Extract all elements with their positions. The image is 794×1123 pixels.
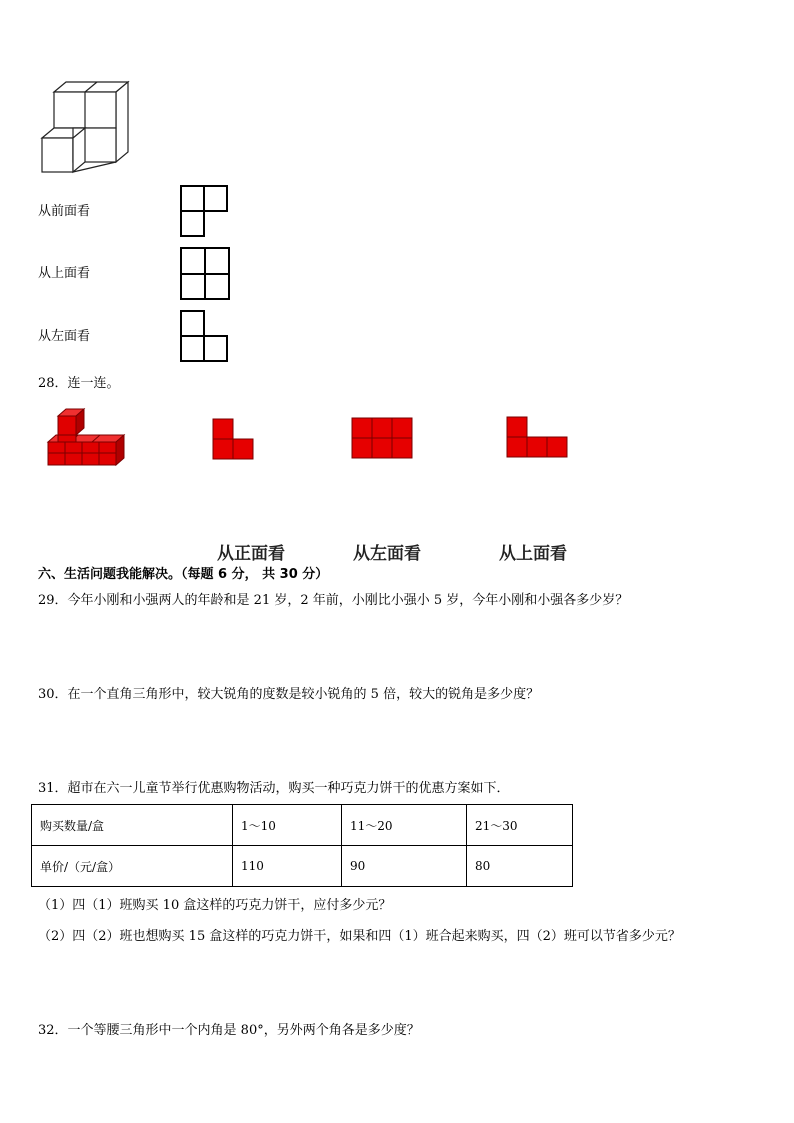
view-label-left: 从左面看 (38, 329, 91, 344)
section-6-heading: 六、生活问题我能解决。（每题 6 分， 共 30 分） (38, 567, 329, 582)
red-shape-2 (351, 417, 413, 461)
question-31: 31．超市在六一儿童节举行优惠购物活动，购买一种巧克力饼干的优惠方案如下． (38, 781, 510, 796)
question-32: 32．一个等腰三角形中一个内角是 80°，另外两个角各是多少度？ (38, 1023, 420, 1038)
table-row (32, 846, 573, 887)
red-cube-figure (44, 406, 128, 470)
table-row (32, 805, 573, 846)
table-cell: 11～20 (342, 805, 467, 846)
table-cell: 90 (342, 846, 467, 887)
cube-figure (38, 80, 133, 176)
question-31-sub-1: （1）四（1）班购买 10 盒这样的巧克力饼干，应付多少元？ (38, 898, 392, 913)
table-cell: 110 (233, 846, 342, 887)
red-shape-1 (212, 418, 256, 462)
label-front-view: 从正面看 (217, 544, 285, 564)
view-label-front: 从前面看 (38, 204, 91, 219)
front-view-grid (179, 184, 231, 240)
red-shape-3 (506, 416, 568, 460)
view-label-top: 从上面看 (38, 266, 91, 281)
question-29: 29．今年小刚和小强两人的年龄和是 21 岁，2 年前，小刚比小强小 5 岁，今年小刚和小强各多少岁？ (38, 593, 629, 608)
top-view-grid (179, 246, 233, 302)
table-cell: 单价/（元/盒） (32, 846, 233, 887)
price-table (31, 804, 573, 887)
table-cell: 80 (467, 846, 573, 887)
question-30: 30．在一个直角三角形中，较大锐角的度数是较小锐角的 5 倍，较大的锐角是多少度？ (38, 687, 540, 702)
table-cell: 购买数量/盒 (32, 805, 233, 846)
label-left-view: 从左面看 (353, 544, 421, 564)
question-31-sub-2: （2）四（2）班也想购买 15 盒这样的巧克力饼干，如果和四（1）班合起来购买，四（2）班可以节省多少元？ (38, 929, 681, 944)
question-28-title: 28．连一连。 (38, 376, 120, 391)
left-view-grid (179, 309, 231, 365)
table-cell: 1～10 (233, 805, 342, 846)
label-top-view: 从上面看 (499, 544, 567, 564)
table-cell: 21～30 (467, 805, 573, 846)
